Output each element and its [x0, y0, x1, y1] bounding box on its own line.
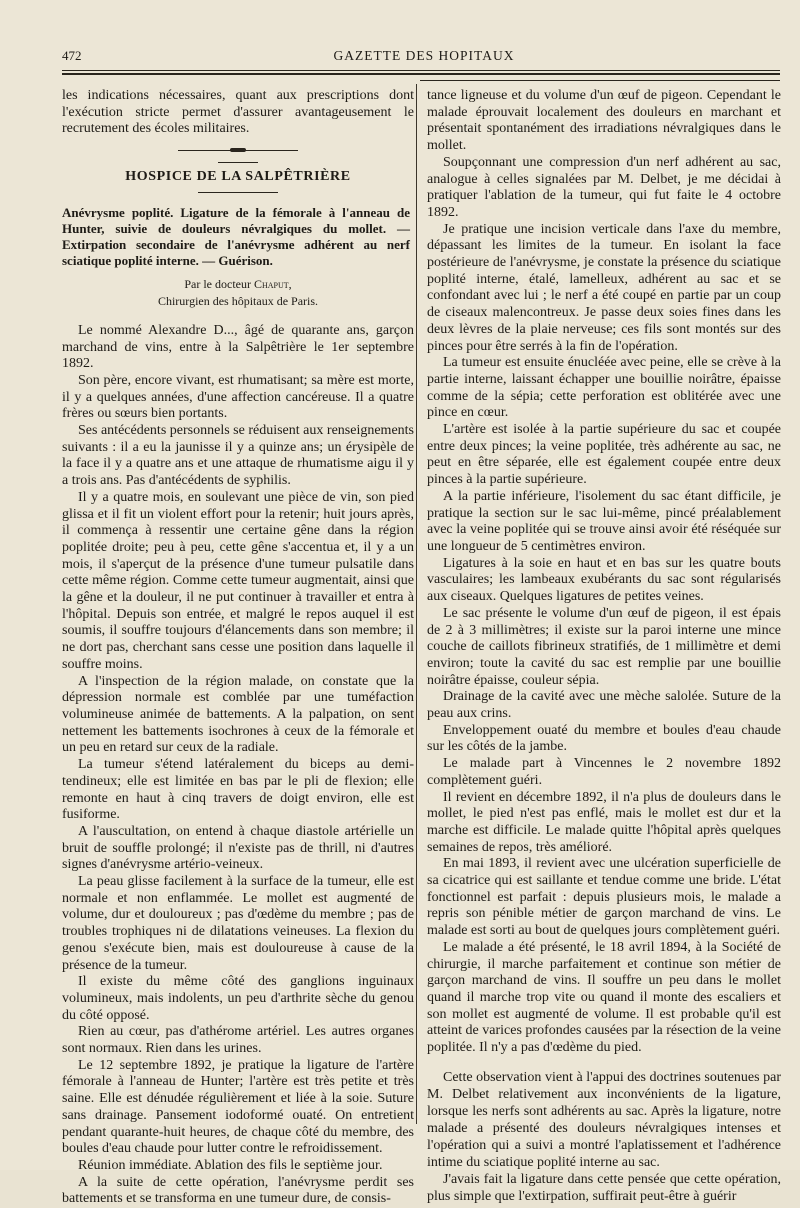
byline-prefix: Par le docteur	[184, 276, 251, 291]
paragraph: Le nommé Alexandre D..., âgé de quarante ans, garçon marchand de vins, entre à la Salpêtrière le 1er septembre 1892.	[62, 322, 414, 372]
page-number: 472	[62, 48, 82, 63]
paragraph: A la suite de cette opération, l'anévrysme perdit ses battements et se transforma en une tumeur dure, de consis-	[62, 1174, 414, 1207]
paragraph: Soupçonnant une compression d'un nerf adhérent au sac, analogue à celles signalées par M. Delbet, je me décidai à pratiquer l'ablation de la tumeur, qui fut faite le 4 octobre 1892.	[427, 154, 781, 220]
paragraph: Il revient en décembre 1892, il n'a plus de douleurs dans le mollet, le pied n'est pas enflé, mais le mollet est dur et la marche est difficile. Le malade quitte l'hôpital après quelques semaines de repos, très amélioré.	[427, 789, 781, 855]
paragraph: A la partie inférieure, l'isolement du sac étant difficile, je pratique la section sur le sac lui-même, pincé préalablement avec la veine poplitée qui se trouve ainsi avoir été réséquée sur une longueur de 5 centimètres environ.	[427, 488, 781, 554]
right-column	[427, 88, 781, 1205]
paragraph: La tumeur s'étend latéralement du biceps au demi-tendineux; elle est limitée en bas par le pli de flexion; elle remonte en haut à cinq travers de doigt environ, elle est fusiforme.	[62, 757, 414, 823]
paragraph: Le 12 septembre 1892, je pratique la ligature de l'artère fémorale à l'anneau de Hunter; l'artère est très petite et très saine. Elle est dénudée régulièrement et liée à la soie. Suture sans drainage. Pansement iodoformé ouaté. On entretient pendant quarante-huit heures, de chaque côté du membre, des boules d'eau chaude pour lutter contre le refroidissement.	[62, 1057, 414, 1157]
continued-paragraph: tance ligneuse et du volume d'un œuf de pigeon. Cependant le malade éprouvait localement des douleurs en marchant et présentait spontanément des irradiations névralgiques dans le mollet.	[427, 88, 781, 154]
paragraph: Rien au cœur, pas d'athérome artériel. Les autres organes sont normaux. Rien dans les urines.	[62, 1024, 414, 1057]
paragraph: Cette observation vient à l'appui des doctrines soutenues par M. Delbet relativement aux inconvénients de la ligature, lorsque les nerfs sont adhérents au sac. Après la ligature, notre malade a présenté des douleurs névralgiques intenses et l'opération qui a suivi a montré l'aplatissement et l'adhérence intime du sciatique poplité interne au sac.	[427, 1069, 781, 1170]
ornamental-separator	[178, 148, 298, 154]
paragraph: A l'auscultation, on entend à chaque diastole artérielle un bruit de souffle prolongé; il n'existe pas de thrill, ni d'autres signes d'anévrysme artério-veineux.	[62, 823, 414, 873]
paragraph: Ses antécédents personnels se réduisent aux renseignements suivants : il a eu la jaunisse il y a quinze ans; un érysipèle de la face il y a quatre ans et une attaque de rhumatisme aigu il y a trois ans. Pas d'antécédents de syphilis.	[62, 423, 414, 489]
paragraph: Ligatures à la soie en haut et en bas sur les quatre bouts vasculaires; les lambeaux exubérants du sac sont régularisés aux ciseaux. Quelques ligatures de petites veines.	[427, 555, 781, 605]
intro-text: les indications nécessaires, quant aux prescriptions dont l'exécution stricte permet d'assurer avantageusement le recrutement des écoles militaires.	[62, 88, 414, 137]
journal-title: GAZETTE DES HOPITAUX	[333, 48, 515, 63]
paragraph: En mai 1893, il revient avec une ulcération superficielle de sa cicatrice qui est saillante et tendue comme une bride. L'état fonctionnel est parfait : depuis plusieurs mois, le malade a repris son pénible métier de garçon marchand de vins. Le malade est sorti au bout de quelques jours complètement guéri.	[427, 856, 781, 939]
header-double-rule	[62, 73, 780, 75]
article-title: Anévrysme poplité. Ligature de la fémorale à l'anneau de Hunter, suivie de douleurs névralgiques du mollet. — Extirpation secondaire de l'anévrysme adhérent au nerf sciatique poplité interne. — Guérison.	[62, 204, 410, 268]
paragraph: Le malade part à Vincennes le 2 novembre 1892 complètement guéri.	[427, 756, 781, 788]
paragraph: Drainage de la cavité avec une mèche salolée. Suture de la peau aux crins.	[427, 689, 781, 722]
column-divider	[416, 84, 417, 1124]
paragraph: L'artère est isolée à la partie supérieure du sac et coupée entre deux pinces; la veine poplitée, très adhérente au sac, ne peut en être séparée, elle est également coupée entre deux pinces à la partie supérieure.	[427, 422, 781, 488]
heading-rule	[198, 192, 278, 193]
header-rule	[62, 70, 780, 71]
paragraph: Il existe du même côté des ganglions inguinaux volumineux, mais indolents, un peu d'arthrite sèche du genou du côté opposé.	[62, 974, 414, 1023]
author-affiliation: Chirurgien des hôpitaux de Paris.	[157, 293, 319, 308]
paragraph: Réunion immédiate. Ablation des fils le septième jour.	[78, 1157, 383, 1173]
paragraph: Son père, encore vivant, est rhumatisant; sa mère est morte, il y a quelques années, d'une affection cancéreuse. Il a quatre frères ou sœurs bien portants.	[62, 372, 414, 422]
paragraph: Le sac présente le volume d'un œuf de pigeon, il est épais de 2 à 3 millimètres; il existe sur la paroi interne une mince couche de caillots fibrineux stratifiés, de 1 millimètre et demi environ; toute la cavité du sac est remplie par une bouillie noirâtre épaisse, couleur sépia.	[427, 605, 781, 688]
paragraph: La tumeur est ensuite énucléée avec peine, elle se crève à la partie interne, laissant échapper une bouillie noirâtre, épaisse comme de la sépia; cette perforation est oblitérée avec une pince en cœur.	[427, 355, 781, 421]
left-column	[62, 88, 414, 1208]
right-column-top-rule	[420, 80, 780, 81]
paragraph: J'avais fait la ligature dans cette pensée que cette opération, plus simple que l'extirpation, suffirait peut-être à guérir	[427, 1171, 781, 1204]
paragraph: Il y a quatre mois, en soulevant une pièce de vin, son pied glissa et il fit un violent effort pour la retenir; huit jours après, il commença à ressentir une certaine gêne dans la région poplitée droite; peu à peu, cette gêne s'accentua et, il y a un mois, il s'aperçut de la présence d'une tumeur pulsatile dans cette même région. Comme cette tumeur augmentait, ainsi que la gêne et la douleur, il ne put continuer à travailler et entra à l'hôpital. Depuis son entrée, et malgré le repos auquel il est soumis, il souffre toujours d'élancements dans son membre; il ne dort pas, cherchant sans cesse une position dans laquelle il souffre moins.	[62, 489, 414, 672]
commentary	[427, 1069, 781, 1205]
paragraph: La peau glisse facilement à la surface de la tumeur, elle est normale et non enflammée. Le mollet est augmenté de volume, dur et douloureux ; pas d'œdème du membre ; pas de troubles trophiques ni de dilatations veineuses. La flexion du genou s'exécute bien, mais est douloureuse à cause de la présence de la tumeur.	[62, 874, 414, 973]
paragraph: Le malade a été présenté, le 18 avril 1894, à la Société de chirurgie, il marche parfaitement et continue son métier de garçon marchand de vins. Il souffre un peu dans le mollet quand il marche trop vite ou quand il monte des escaliers et son mollet est augmenté de volume. Il est probable qu'il est atteint de varices profondes causées par la résection de la veine poplitée. Il n'y a pas d'œdème du pied.	[427, 939, 781, 1056]
paragraph: Enveloppement ouaté du membre et boules d'eau chaude sur les côtés de la jambe.	[427, 722, 781, 755]
author-name: Chaput,	[253, 276, 292, 291]
paragraph: A l'inspection de la région malade, on constate que la dépression normale est comblée par une tuméfaction volumineuse animée de battements. A la palpation, on sent nettement les battements isochrones à ceux de la fémorale et un peu en retard sur ceux de la radiale.	[62, 673, 414, 756]
paragraph: Je pratique une incision verticale dans l'axe du membre, dépassant les limites de la tumeur. En isolant la face postérieure de l'anévrysme, je constate la présence du sciatique poplité interne, étalé, lamelleux, adhérent au sac et se confondant avec lui ; le nerf a été coupé en partie par un coup de ciseaux malencontreux. Je passe deux soies fines dans les deux lèvres de la plaie nerveuse; ces fils sont montés sur des pinces pour être serrés à la fin de l'opération.	[427, 221, 781, 354]
byline	[62, 277, 414, 292]
short-rule	[218, 162, 258, 163]
page-header	[62, 46, 786, 68]
section-heading: HOSPICE DE LA SALPÊTRIÈRE	[125, 169, 351, 185]
